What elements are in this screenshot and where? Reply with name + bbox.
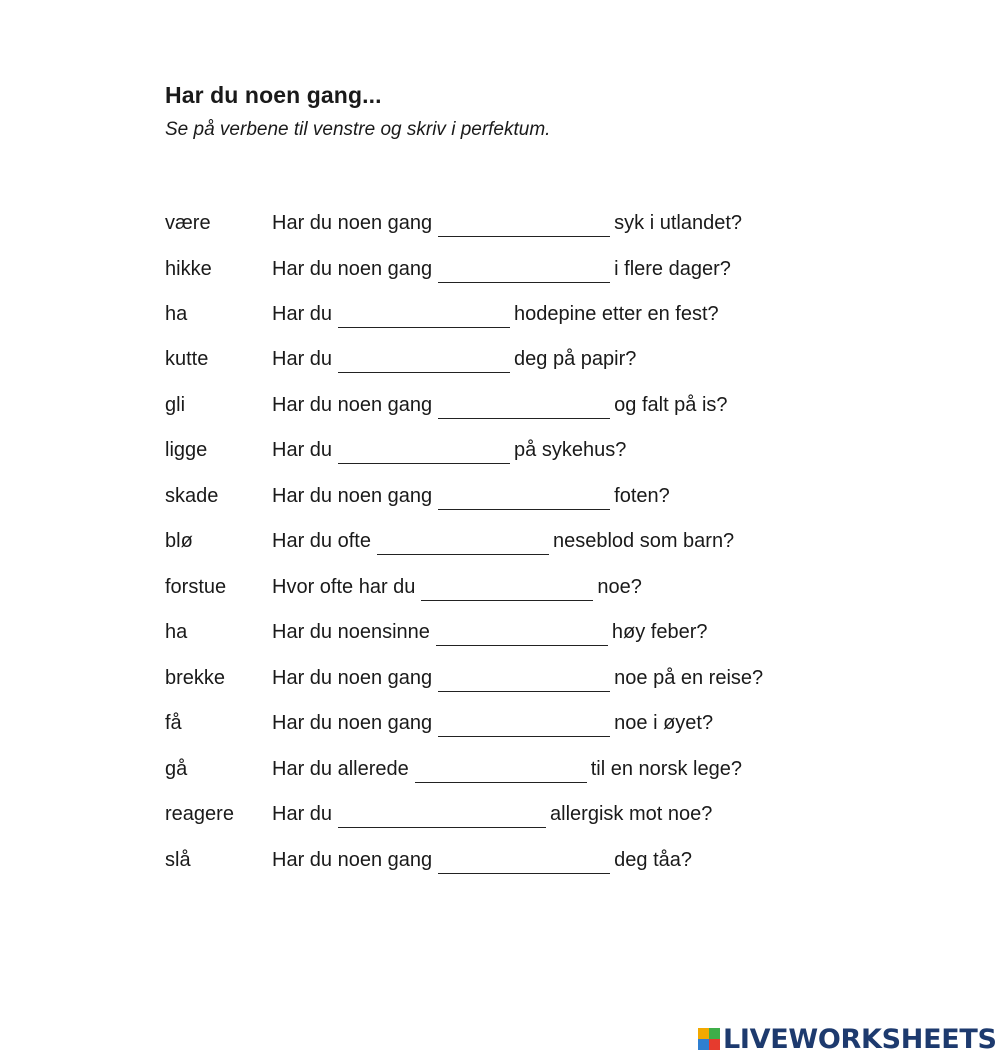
logo-mark-square bbox=[709, 1039, 720, 1050]
exercise-sentence bbox=[272, 526, 734, 556]
verb-prompt: forstue bbox=[165, 576, 227, 598]
sentence-end: og falt på is? bbox=[614, 394, 728, 416]
answer-blank-input[interactable] bbox=[338, 307, 510, 328]
exercise-sentence bbox=[272, 708, 713, 738]
liveworksheets-logo bbox=[698, 1022, 997, 1056]
answer-blank-input[interactable] bbox=[338, 807, 546, 828]
verb-prompt: ligge bbox=[165, 439, 208, 461]
answer-blank-input[interactable] bbox=[338, 352, 510, 373]
exercise-sentence bbox=[272, 799, 712, 829]
sentence-start: Har du noen gang bbox=[272, 394, 433, 416]
exercise-row bbox=[0, 845, 1000, 875]
sentence-end: på sykehus? bbox=[514, 439, 627, 461]
sentence-end: neseblod som barn? bbox=[552, 530, 735, 552]
logo-mark-square bbox=[698, 1039, 709, 1050]
sentence-start: Har du noen gang bbox=[272, 849, 433, 871]
worksheet-instruction: Se på verbene til venstre og skriv i perfektum. bbox=[165, 119, 551, 140]
exercise-row bbox=[0, 208, 1000, 238]
verb-prompt: brekke bbox=[165, 667, 226, 689]
sentence-start: Har du bbox=[272, 439, 333, 461]
exercise-row bbox=[0, 617, 1000, 647]
exercise-row bbox=[0, 390, 1000, 420]
answer-blank-input[interactable] bbox=[438, 716, 610, 737]
answer-blank-input[interactable] bbox=[438, 489, 610, 510]
sentence-end: til en norsk lege? bbox=[590, 758, 742, 780]
answer-blank-input[interactable] bbox=[438, 853, 610, 874]
verb-prompt: reagere bbox=[165, 803, 234, 825]
sentence-end: noe i øyet? bbox=[614, 712, 714, 734]
logo-mark-square bbox=[709, 1028, 720, 1039]
sentence-start: Har du allerede bbox=[272, 758, 409, 780]
logo-text: LIVEWORKSHEETS bbox=[723, 1023, 997, 1055]
sentence-start: Har du noen gang bbox=[272, 712, 433, 734]
verb-prompt: gli bbox=[165, 394, 186, 416]
sentence-start: Har du bbox=[272, 348, 333, 370]
sentence-end: noe? bbox=[597, 576, 642, 598]
sentence-start: Har du noen gang bbox=[272, 485, 433, 507]
verb-prompt: ha bbox=[165, 303, 188, 325]
sentence-end: deg tåa? bbox=[614, 849, 692, 871]
sentence-end: allergisk mot noe? bbox=[550, 803, 713, 825]
sentence-start: Har du ofte bbox=[272, 530, 371, 552]
exercise-row bbox=[0, 254, 1000, 284]
verb-prompt: være bbox=[165, 212, 211, 234]
sentence-start: Har du bbox=[272, 303, 333, 325]
sentence-start: Har du noen gang bbox=[272, 667, 433, 689]
exercise-sentence bbox=[272, 208, 742, 238]
exercise-row bbox=[0, 299, 1000, 329]
exercise-sentence bbox=[272, 435, 626, 465]
answer-blank-input[interactable] bbox=[438, 398, 610, 419]
exercise-sentence bbox=[272, 390, 728, 420]
answer-blank-input[interactable] bbox=[438, 216, 610, 237]
verb-prompt: få bbox=[165, 712, 182, 734]
exercise-row bbox=[0, 526, 1000, 556]
exercise-sentence bbox=[272, 845, 692, 875]
sentence-end: i flere dager? bbox=[614, 258, 731, 280]
sentence-start: Har du noensinne bbox=[272, 621, 430, 643]
sentence-end: syk i utlandet? bbox=[614, 212, 742, 234]
verb-prompt: blø bbox=[165, 530, 193, 552]
sentence-start: Hvor ofte har du bbox=[272, 576, 416, 598]
exercise-row bbox=[0, 708, 1000, 738]
liveworksheets-mark-icon bbox=[698, 1028, 720, 1050]
sentence-start: Har du noen gang bbox=[272, 212, 433, 234]
logo-mark-square bbox=[698, 1028, 709, 1039]
verb-prompt: gå bbox=[165, 758, 188, 780]
sentence-end: deg på papir? bbox=[514, 348, 637, 370]
answer-blank-input[interactable] bbox=[438, 262, 610, 283]
answer-blank-input[interactable] bbox=[421, 580, 593, 601]
verb-prompt: ha bbox=[165, 621, 188, 643]
exercise-row bbox=[0, 344, 1000, 374]
exercise-sentence bbox=[272, 299, 719, 329]
verb-prompt: hikke bbox=[165, 258, 212, 280]
sentence-start: Har du noen gang bbox=[272, 258, 433, 280]
exercise-row bbox=[0, 754, 1000, 784]
exercise-sentence bbox=[272, 754, 742, 784]
verb-prompt: skade bbox=[165, 485, 219, 507]
exercise-row bbox=[0, 799, 1000, 829]
exercise-row bbox=[0, 663, 1000, 693]
answer-blank-input[interactable] bbox=[438, 671, 610, 692]
sentence-end: høy feber? bbox=[611, 621, 708, 643]
sentence-end: hodepine etter en fest? bbox=[514, 303, 719, 325]
sentence-end: noe på en reise? bbox=[614, 667, 764, 689]
worksheet-title: Har du noen gang... bbox=[165, 82, 382, 108]
exercise-row bbox=[0, 572, 1000, 602]
exercise-sentence bbox=[272, 481, 670, 511]
exercise-sentence bbox=[272, 344, 636, 374]
answer-blank-input[interactable] bbox=[377, 534, 549, 555]
answer-blank-input[interactable] bbox=[338, 443, 510, 464]
sentence-end: foten? bbox=[614, 485, 670, 507]
exercise-sentence bbox=[272, 663, 763, 693]
verb-prompt: kutte bbox=[165, 348, 209, 370]
exercise-sentence bbox=[272, 617, 708, 647]
verb-prompt: slå bbox=[165, 849, 191, 871]
exercise-sentence bbox=[272, 254, 731, 284]
exercise-row bbox=[0, 435, 1000, 465]
exercise-row bbox=[0, 481, 1000, 511]
answer-blank-input[interactable] bbox=[415, 762, 587, 783]
sentence-start: Har du bbox=[272, 803, 333, 825]
exercise-sentence bbox=[272, 572, 642, 602]
answer-blank-input[interactable] bbox=[436, 625, 608, 646]
